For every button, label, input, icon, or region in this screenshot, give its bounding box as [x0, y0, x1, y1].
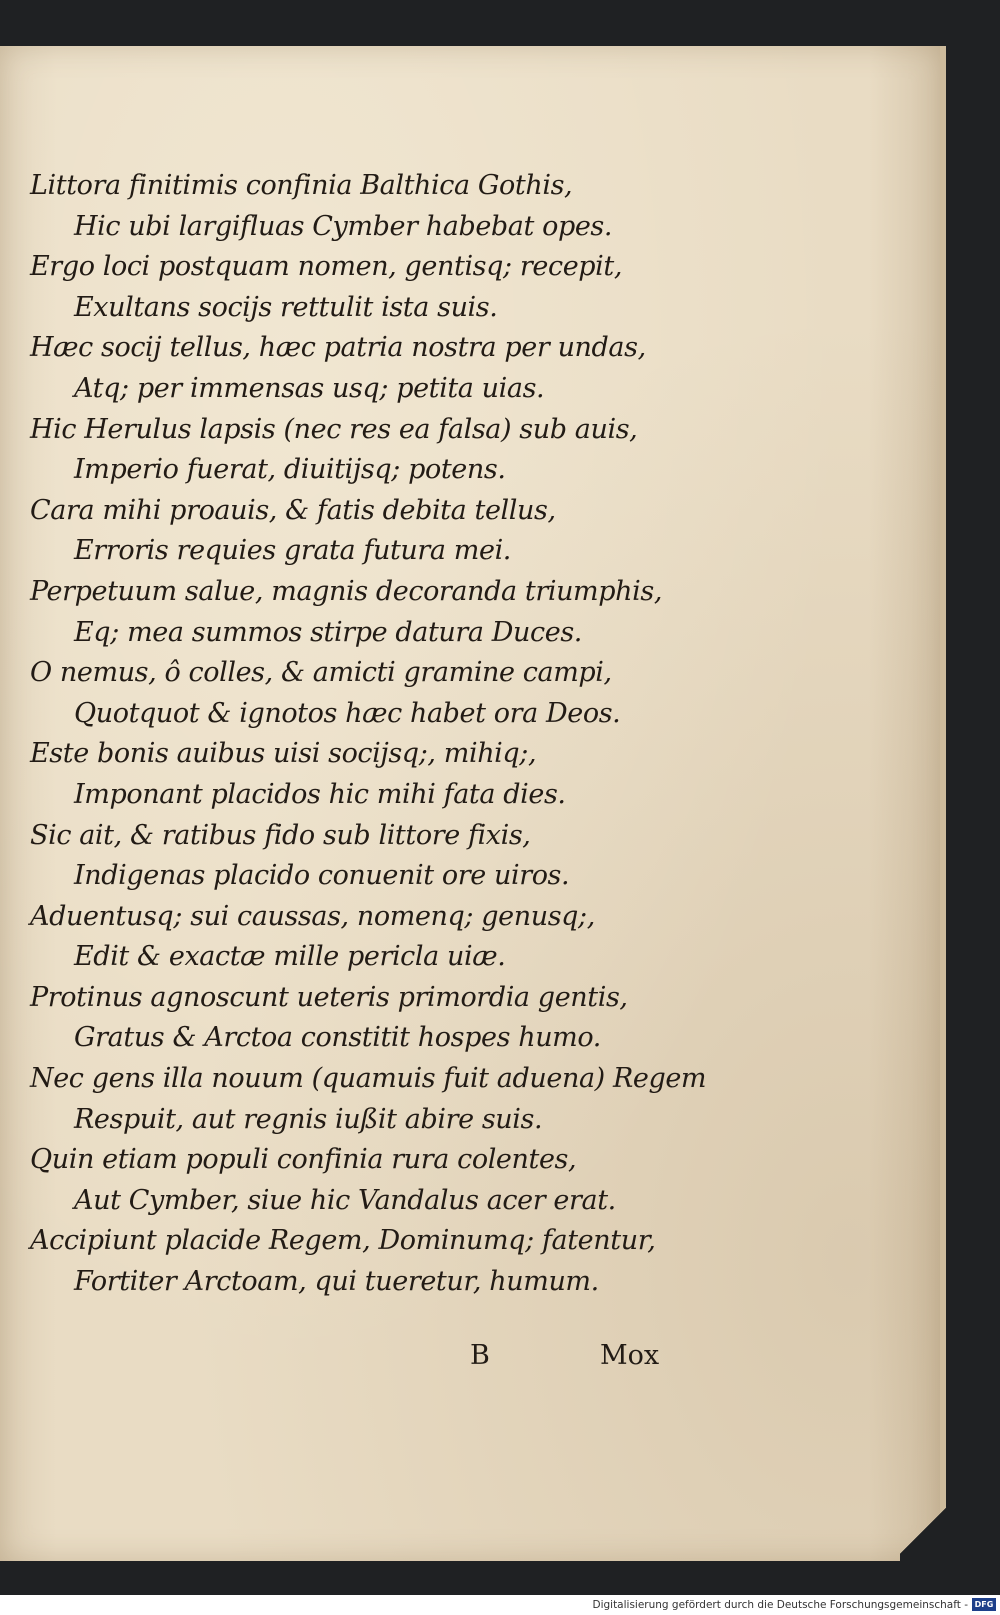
verse-line: Imponant placidos hic mihi fata dies. [74, 778, 566, 810]
footer-credit: Digitalisierung gefördert durch die Deutsche Forschungsgemeinschaft - [592, 1599, 968, 1611]
dfg-logo-icon: DFG [972, 1598, 996, 1611]
digitization-footer [0, 1595, 1000, 1615]
verse-line: Atq; per immensas usq; petita uias. [74, 372, 545, 404]
page-edge [940, 46, 946, 1561]
verse-line: Ergo loci postquam nomen, gentisq; recepit, [30, 251, 623, 283]
verse-block [30, 166, 707, 1303]
verse-line: Erroris requies grata futura mei. [74, 535, 511, 567]
verse-line: Quin etiam populi confinia rura colentes, [30, 1144, 577, 1176]
verse-line: O nemus, ô colles, & amicti gramine campi, [30, 657, 612, 689]
verse-line: Fortiter Arctoam, qui tueretur, humum. [74, 1266, 599, 1298]
verse-line: Protinus agnoscunt ueteris primordia gentis, [30, 981, 628, 1013]
verse-line: Littora finitimis confinia Balthica Gothis, [30, 170, 573, 201]
verse-line: Aut Cymber, siue hic Vandalus acer erat. [74, 1184, 616, 1216]
verse-line: Indigenas placido conuenit ore uiros. [74, 860, 570, 892]
verse-line: Hic Herulus lapsis (nec res ea falsa) sub auis, [30, 413, 638, 445]
verse-line: Este bonis auibus uisi socijsq;, mihiq;, [30, 738, 537, 770]
book-page [0, 46, 944, 1561]
verse-line: Sic ait, & ratibus fido sub littore fixis, [30, 819, 531, 851]
verse-line: Nec gens illa nouum (quamuis fuit aduena) Regem [30, 1063, 707, 1095]
page-corner-fold [900, 1500, 946, 1562]
verse-line: Cara mihi proauis, & fatis debita tellus, [30, 494, 556, 526]
verse-line: Accipiunt placide Regem, Dominumq; fatentur, [30, 1225, 656, 1257]
verse-line: Gratus & Arctoa constitit hospes humo. [74, 1022, 601, 1054]
verse-line: Aduentusq; sui caussas, nomenq; genusq;, [30, 900, 595, 932]
signature-mark: B [470, 1340, 490, 1371]
verse-line: Edit & exactæ mille pericla uiæ. [74, 941, 506, 973]
catchword: Mox [600, 1340, 660, 1371]
verse-line: Hic ubi largifluas Cymber habebat opes. [74, 210, 613, 242]
verse-line: Perpetuum salue, magnis decoranda triumphis, [30, 575, 663, 607]
verse-line: Respuit, aut regnis iußit abire suis. [74, 1103, 543, 1135]
verse-line: Imperio fuerat, diuitijsq; potens. [74, 454, 506, 486]
verse-line: Exultans socijs rettulit ista suis. [74, 291, 498, 323]
verse-line: Hæc socij tellus, hæc patria nostra per undas, [30, 332, 646, 364]
verse-line: Quotquot & ignotos hæc habet ora Deos. [74, 697, 621, 729]
verse-line: Eq; mea summos stirpe datura Duces. [74, 616, 582, 648]
